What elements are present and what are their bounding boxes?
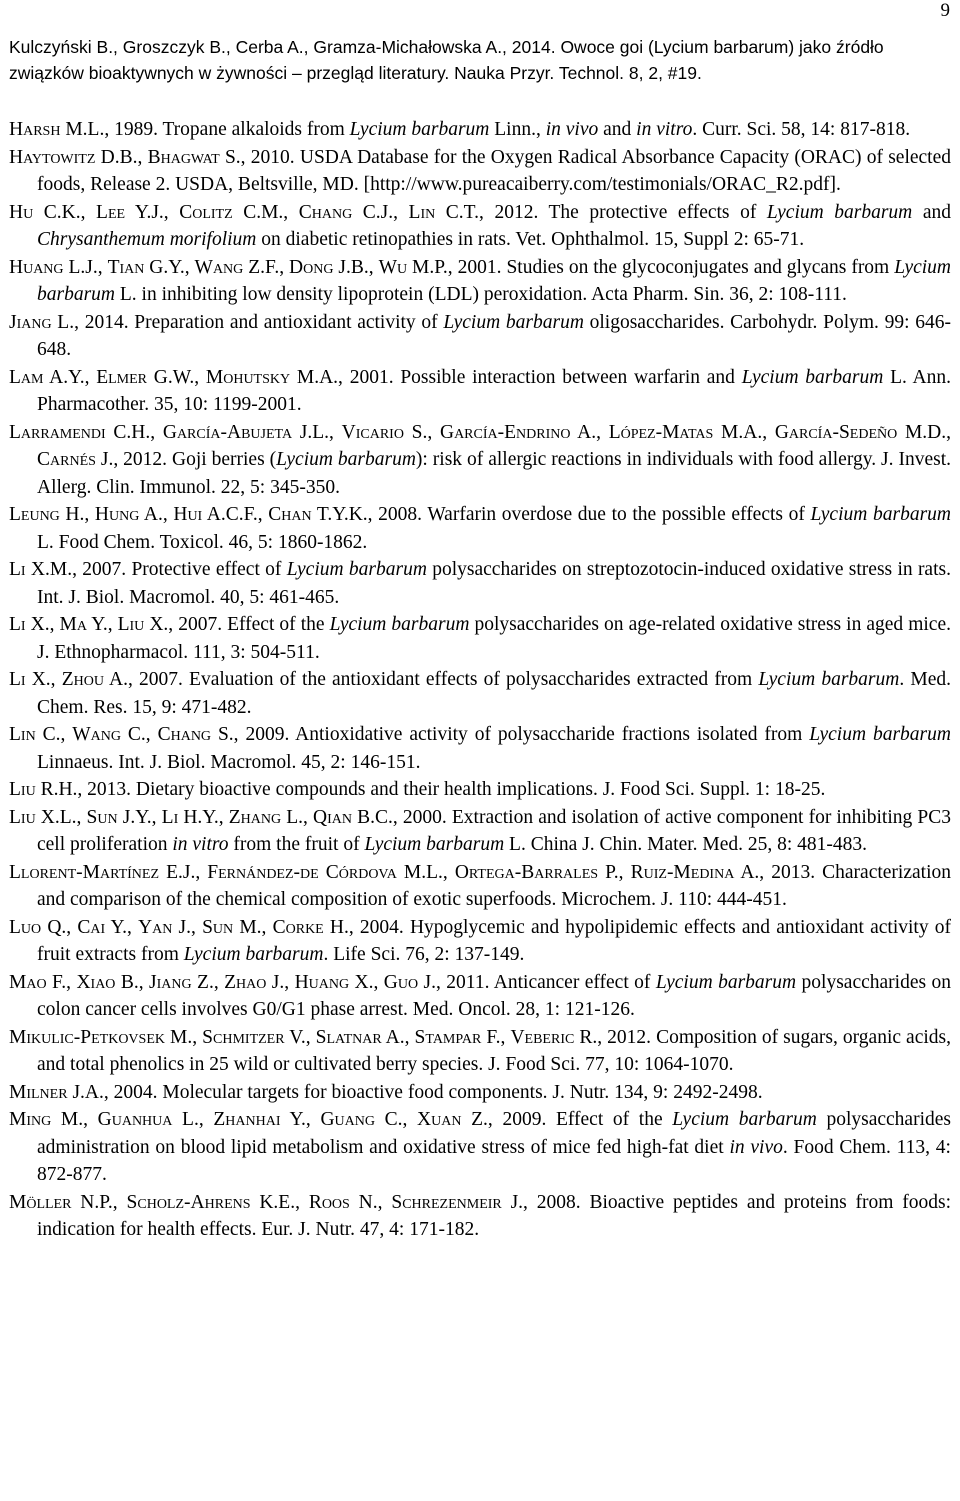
reference-text: C., bbox=[121, 724, 158, 745]
reference-text: Y., bbox=[280, 1109, 321, 1130]
author-name: Slatnar bbox=[315, 1026, 382, 1048]
author-name: Larramendi bbox=[9, 421, 106, 443]
reference-text: R., 2012. Composition of sugars, organic acids, and total phenolics in 25 wild or cultivated berry species. J. Food Sci. 77, 10: 1064-1070. bbox=[37, 1026, 951, 1075]
reference-list bbox=[9, 116, 951, 1244]
reference-text: A., bbox=[381, 1026, 415, 1048]
reference-text: Y., bbox=[105, 916, 139, 938]
reference-entry bbox=[9, 914, 951, 969]
reference-text: M.L., bbox=[396, 861, 455, 883]
author-name: Schmitzer bbox=[202, 1026, 285, 1048]
author-name: Huang bbox=[294, 971, 350, 993]
reference-entry bbox=[9, 309, 951, 364]
reference-entry bbox=[9, 364, 951, 419]
reference-text: F., bbox=[46, 971, 77, 993]
reference-text: C., bbox=[374, 1109, 418, 1130]
author-name: Luo bbox=[9, 916, 42, 938]
author-name: Li bbox=[9, 559, 26, 580]
reference-text: D.B., bbox=[95, 146, 148, 168]
author-name: Zhanhai bbox=[213, 1109, 281, 1130]
author-name: García-Abujeta bbox=[162, 421, 293, 443]
italic-text: Lycium barbarum bbox=[37, 256, 952, 305]
author-name: Dong bbox=[289, 256, 334, 278]
author-name: Zhang bbox=[228, 806, 282, 828]
reference-text: Y.J., bbox=[125, 201, 180, 223]
reference-entry bbox=[9, 144, 951, 199]
author-name: Zhao bbox=[224, 971, 267, 993]
reference-text: M., bbox=[165, 1026, 203, 1048]
reference-entry bbox=[9, 666, 951, 721]
reference-text: N., bbox=[349, 1191, 392, 1213]
reference-text: V., bbox=[284, 1026, 316, 1048]
author-name: Mao bbox=[9, 971, 47, 993]
reference-text: J.A., 2004. Molecular targets for bioactive food components. J. Nutr. 134, 9: 2492-2498. bbox=[67, 1081, 763, 1103]
author-name: Chan bbox=[268, 504, 312, 525]
italic-text: Lycium barbarum bbox=[286, 559, 427, 580]
reference-text: A., 2007. Evaluation of the antioxidant effects of polysaccharides extracted from bbox=[103, 669, 759, 690]
author-name: Sun bbox=[202, 916, 234, 938]
author-name: Wu bbox=[378, 256, 408, 278]
italic-text: Lycium barbarum bbox=[183, 944, 324, 965]
reference-text: K.E., bbox=[250, 1191, 309, 1213]
header-line-2: związków bioaktywnych w żywności – przegląd literatury. Nauka Przyr. Technol. 8, 2, #19. bbox=[9, 63, 702, 83]
reference-text: C.M., bbox=[232, 201, 299, 223]
reference-text: A., 2013. Characterization and comparison of the chemical composition of exotic superfoods. Microchem. J. 110: 444-451. bbox=[37, 861, 951, 910]
author-name: Haytowitz bbox=[9, 146, 96, 168]
italic-text: Lycium barbarum bbox=[766, 201, 913, 223]
reference-text: polysaccharides on age-related oxidative stress in aged mice. J. Ethnopharmacol. 111, 3: 504-511. bbox=[37, 614, 951, 663]
italic-text: Lycium barbarum bbox=[655, 971, 797, 993]
author-name: Lin bbox=[408, 201, 436, 223]
running-header bbox=[9, 34, 939, 86]
author-name: Möller bbox=[9, 1191, 72, 1213]
italic-text: Lycium barbarum bbox=[443, 311, 584, 333]
reference-entry bbox=[9, 1024, 951, 1079]
author-name: Tian bbox=[107, 256, 145, 278]
reference-text: . Food Chem. 113, 4: 872-877. bbox=[37, 1136, 951, 1185]
reference-text: L. in inhibiting low density lipoprotein (LDL) peroxidation. Acta Pharm. Sin. 36, 2: 108-111. bbox=[115, 284, 847, 305]
author-name: Xiao bbox=[76, 971, 116, 993]
author-name: Veberic bbox=[510, 1026, 575, 1048]
reference-text: Z., bbox=[191, 971, 225, 993]
author-name: Sun bbox=[86, 806, 118, 828]
author-name: Llorent-Martínez bbox=[9, 861, 159, 883]
author-name: Liu bbox=[9, 779, 36, 800]
italic-text: Lycium barbarum bbox=[349, 119, 490, 140]
reference-text: Linnaeus. Int. J. Biol. Macromol. 45, 2: 146-151. bbox=[37, 751, 421, 773]
reference-text: S., bbox=[403, 421, 440, 443]
author-name: Guo bbox=[383, 971, 419, 993]
italic-text: Lycium barbarum bbox=[364, 834, 505, 855]
author-name: Liu bbox=[9, 806, 36, 828]
reference-entry bbox=[9, 611, 951, 666]
reference-text: H., 2004. Hypoglycemic and hypolipidemic effects and antioxidant activity of fruit extracts from bbox=[37, 916, 952, 965]
page-number: 9 bbox=[940, 0, 950, 21]
reference-text: polysaccharides on streptozotocin-induced oxidative stress in rats. Int. J. Biol. Macromol. 40, 5: 461-465. bbox=[37, 559, 951, 608]
reference-entry bbox=[9, 1106, 951, 1189]
author-name: Ming bbox=[9, 1109, 52, 1130]
author-name: Guang bbox=[320, 1109, 375, 1130]
author-name: Mohutsky bbox=[205, 366, 291, 388]
reference-text: L., bbox=[281, 806, 314, 828]
reference-entry bbox=[9, 419, 951, 502]
reference-text: Z., 2009. Effect of the bbox=[461, 1109, 673, 1130]
author-name: Zhou bbox=[61, 669, 104, 690]
reference-text: B.C., 2000. Extraction and isolation of active component for inhibiting PC3 cell proliferation bbox=[37, 806, 951, 855]
reference-text: L. China J. Chin. Mater. Med. 25, 8: 481-483. bbox=[504, 834, 868, 855]
reference-text: L. Ann. Pharmacother. 35, 10: 1199-2001. bbox=[37, 366, 952, 415]
reference-text: J., 2008. Bioactive peptides and proteins from foods: indication for health effects. Eur. J. Nutr. 47, 4: 171-182. bbox=[37, 1191, 951, 1240]
reference-text: X.M., 2007. Protective effect of bbox=[25, 559, 287, 580]
reference-text: J.B., bbox=[333, 256, 379, 278]
author-name: Harsh bbox=[9, 119, 61, 140]
reference-text: R.H., 2013. Dietary bioactive compounds and their health implications. J. Food Sci. Suppl. 1: 18-25. bbox=[35, 779, 826, 800]
italic-text: Lycium barbarum bbox=[329, 614, 470, 635]
author-name: Mikulic-Petkovsek bbox=[9, 1026, 165, 1048]
reference-text: P., bbox=[598, 861, 631, 883]
reference-entry bbox=[9, 721, 951, 776]
reference-text: J., bbox=[172, 916, 203, 938]
author-name: Jiang bbox=[149, 971, 192, 993]
author-name: Chang bbox=[157, 724, 212, 745]
reference-text: M.A., bbox=[713, 421, 775, 443]
reference-text: X.L., bbox=[35, 806, 87, 828]
italic-text: Lycium barbarum bbox=[758, 669, 900, 690]
reference-text: M.P., 2001. Studies on the glycoconjugates and glycans from bbox=[407, 256, 895, 278]
reference-text: on diabetic retinopathies in rats. Vet. Ophthalmol. 15, Suppl 2: 65-71. bbox=[256, 229, 805, 250]
reference-text: polysaccharides administration on blood lipid metabolism and oxidative stress of mice fed high-fat diet bbox=[37, 1109, 951, 1158]
author-name: Ma bbox=[59, 614, 87, 635]
reference-text: M.D., bbox=[897, 421, 951, 443]
reference-text: F., bbox=[481, 1026, 511, 1048]
reference-text: L., bbox=[172, 1109, 214, 1130]
author-name: López-Matas bbox=[608, 421, 714, 443]
reference-text: X., 2007. Effect of the bbox=[144, 614, 330, 635]
author-name: Colitz bbox=[179, 201, 233, 223]
reference-text: J., 2011. Anticancer effect of bbox=[418, 971, 656, 993]
author-name: Hung bbox=[94, 504, 140, 525]
author-name: Yan bbox=[138, 916, 173, 938]
reference-entry bbox=[9, 776, 951, 804]
reference-text: C.K., bbox=[33, 201, 97, 223]
italic-text: in vitro bbox=[636, 119, 693, 140]
reference-text: S., 2010. USDA Database for the Oxygen Radical Absorbance Capacity (ORAC) of selected foods, Release 2. USDA, Beltsville, MD. [http://www.pureacaiberry.com/testimonials/ORAC_R2.pdf]. bbox=[37, 146, 951, 195]
reference-entry bbox=[9, 859, 951, 914]
reference-text: A., bbox=[139, 504, 174, 525]
reference-entry bbox=[9, 116, 951, 144]
reference-text: ): risk of allergic reactions in individuals with food allergy. J. Invest. Allerg. Clin. Immunol. 22, 5: 345-350. bbox=[37, 449, 951, 498]
author-name: García-Endrino bbox=[439, 421, 571, 443]
author-name: Hu bbox=[9, 201, 34, 223]
reference-entry bbox=[9, 969, 951, 1024]
author-name: Hui bbox=[173, 504, 203, 525]
reference-text: A.Y., bbox=[43, 366, 97, 388]
author-name: Ortega-Barrales bbox=[454, 861, 599, 883]
author-name: Bhagwat bbox=[147, 146, 220, 168]
author-name: Li bbox=[161, 806, 179, 828]
reference-text: C.T., 2012. The protective effects of bbox=[435, 201, 767, 223]
reference-entry bbox=[9, 556, 951, 611]
reference-text: J.Y., bbox=[117, 806, 162, 828]
author-name: Leung bbox=[9, 504, 60, 525]
italic-text: Lycium barbarum bbox=[672, 1109, 817, 1130]
reference-text: X., bbox=[25, 669, 62, 690]
italic-text: Lycium barbarum bbox=[810, 504, 951, 525]
author-name: Lee bbox=[96, 201, 126, 223]
reference-text: N.P., bbox=[71, 1191, 127, 1213]
author-name: Carnés bbox=[37, 449, 96, 470]
reference-text: C.J., bbox=[352, 201, 409, 223]
reference-entry bbox=[9, 1189, 951, 1244]
author-name: Chang bbox=[298, 201, 353, 223]
reference-text: X., bbox=[349, 971, 384, 993]
reference-entry bbox=[9, 1079, 951, 1107]
reference-text: M.A., 2001. Possible interaction between warfarin and bbox=[290, 366, 742, 388]
italic-text: Lycium barbarum bbox=[809, 724, 951, 745]
author-name: Wang bbox=[194, 256, 244, 278]
reference-text: . Med. Chem. Res. 15, 9: 471-482. bbox=[37, 669, 951, 718]
author-name: Guanhua bbox=[97, 1109, 173, 1130]
reference-entry bbox=[9, 254, 951, 309]
reference-text: A.C.F., bbox=[202, 504, 269, 525]
reference-text: M., bbox=[233, 916, 273, 938]
reference-text: J., bbox=[266, 971, 295, 993]
reference-text: Z.F., bbox=[243, 256, 290, 278]
author-name: Vicario bbox=[341, 421, 404, 443]
reference-text: M., bbox=[51, 1109, 98, 1130]
reference-text: M.L., 1989. Tropane alkaloids from bbox=[60, 119, 350, 140]
reference-text: G.W., bbox=[147, 366, 206, 388]
author-name: Stampar bbox=[414, 1026, 482, 1048]
reference-text: G.Y., bbox=[144, 256, 195, 278]
reference-text: L., 2014. Preparation and antioxidant activity of bbox=[51, 311, 444, 333]
reference-text: polysaccharides on colon cancer cells involves G0/G1 phase arrest. Med. Oncol. 28, 1: 121-126. bbox=[37, 971, 951, 1020]
author-name: Li bbox=[9, 669, 26, 690]
italic-text: Lycium barbarum bbox=[276, 449, 416, 470]
author-name: García-Sedeño bbox=[774, 421, 898, 443]
author-name: Corke bbox=[272, 916, 324, 938]
italic-text: Lycium barbarum bbox=[741, 366, 884, 388]
italic-text: in vitro bbox=[172, 834, 229, 855]
reference-text: E.J., bbox=[159, 861, 208, 883]
reference-text: Linn., bbox=[489, 119, 546, 140]
author-name: Roos bbox=[308, 1191, 350, 1213]
author-name: Huang bbox=[9, 256, 64, 278]
italic-text: in vivo bbox=[729, 1136, 783, 1158]
italic-text: in vivo bbox=[545, 119, 599, 140]
header-line-1: Kulczyński B., Groszczyk B., Cerba A., Gramza-Michałowska A., 2014. Owoce goi (Lycium barbarum) jako źródło bbox=[9, 37, 884, 57]
author-name: Cai bbox=[77, 916, 106, 938]
reference-text: . Life Sci. 76, 2: 137-149. bbox=[323, 944, 525, 965]
reference-text: oligosaccharides. Carbohydr. Polym. 99: 646-648. bbox=[37, 311, 951, 360]
reference-text: J.L., bbox=[292, 421, 342, 443]
reference-text: A., bbox=[570, 421, 609, 443]
author-name: Qian bbox=[313, 806, 352, 828]
reference-text: C., bbox=[35, 724, 73, 745]
reference-entry bbox=[9, 199, 951, 254]
reference-text: from the fruit of bbox=[228, 834, 365, 855]
reference-text: X., bbox=[25, 614, 60, 635]
reference-entry bbox=[9, 804, 951, 859]
reference-text: L. Food Chem. Toxicol. 46, 5: 1860-1862. bbox=[37, 531, 368, 553]
author-name: Jiang bbox=[9, 311, 52, 333]
author-name: Wang bbox=[72, 724, 122, 745]
author-name: Lin bbox=[9, 724, 36, 745]
author-name: Fernández-de Córdova bbox=[207, 861, 397, 883]
author-name: Schrezenmeir bbox=[391, 1191, 502, 1213]
author-name: Elmer bbox=[96, 366, 148, 388]
author-name: Milner bbox=[9, 1081, 68, 1103]
reference-text: and bbox=[598, 119, 637, 140]
author-name: Ruiz-Medina bbox=[630, 861, 735, 883]
reference-text: B., bbox=[115, 971, 150, 993]
author-name: Lam bbox=[9, 366, 44, 388]
reference-text: J., 2012. Goji berries ( bbox=[95, 449, 277, 470]
author-name: Liu bbox=[117, 614, 145, 635]
reference-text: T.Y.K., 2008. Warfarin overdose due to the possible effects of bbox=[311, 504, 811, 525]
reference-text: H.Y., bbox=[178, 806, 229, 828]
author-name: Scholz-Ahrens bbox=[126, 1191, 251, 1213]
reference-text: and bbox=[912, 201, 951, 223]
italic-text: Chrysanthemum morifolium bbox=[37, 229, 257, 250]
author-name: Li bbox=[9, 614, 26, 635]
reference-entry bbox=[9, 501, 951, 556]
author-name: Xuan bbox=[417, 1109, 462, 1130]
reference-text: Y., bbox=[86, 614, 118, 635]
reference-text: C.H., bbox=[105, 421, 163, 443]
reference-text: . Curr. Sci. 58, 14: 817-818. bbox=[692, 119, 911, 140]
reference-text: Q., bbox=[41, 916, 78, 938]
reference-text: S., 2009. Antioxidative activity of polysaccharide fractions isolated from bbox=[211, 724, 810, 745]
reference-text: H., bbox=[59, 504, 95, 525]
reference-text: L.J., bbox=[63, 256, 108, 278]
